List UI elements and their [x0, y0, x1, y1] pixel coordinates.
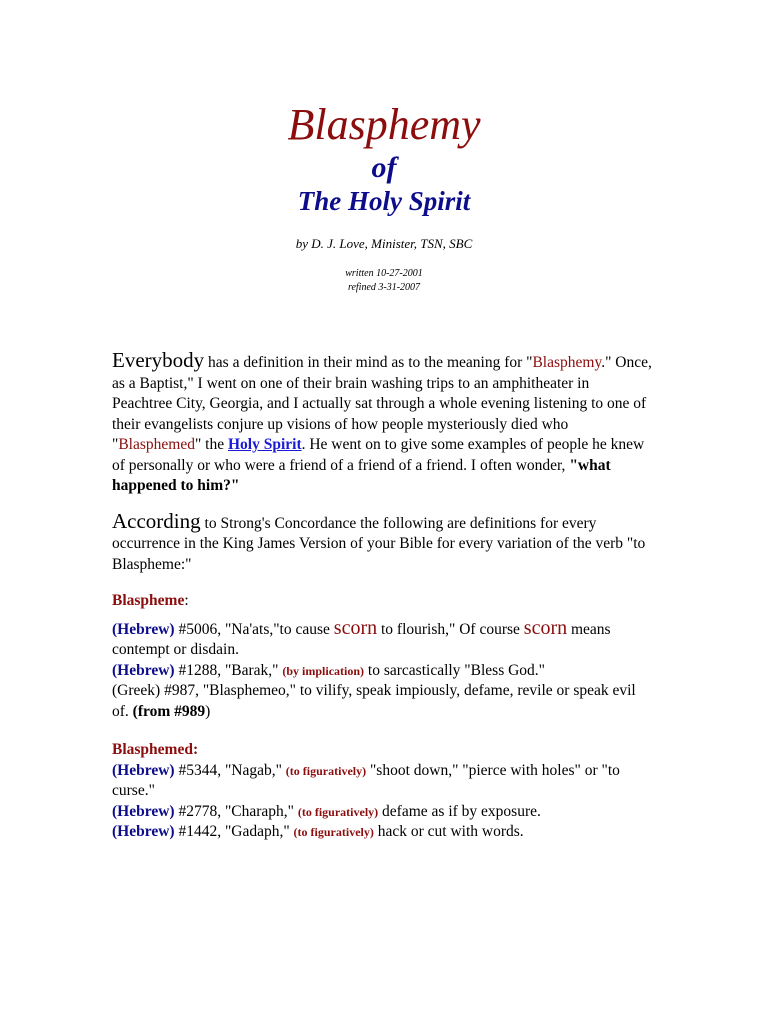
page-title: Blasphemy — [287, 100, 481, 149]
text-span: ." Once, as a Baptist," I went on one of their brain washing trips to an amphitheater in Peachtree City, Georgia, and I actually sat through a whole evening listening to one of their evangelists conjure up visions of how people mysteriously died who " — [112, 354, 652, 453]
holy-spirit-link[interactable]: Holy Spirit — [227, 436, 302, 453]
text-span: #1442, "Gadaph," — [174, 823, 294, 840]
text-span: #2778, "Charaph," — [174, 802, 298, 820]
text-span: ) — [205, 702, 211, 720]
definition-entry — [112, 618, 652, 661]
date-info — [0, 267, 768, 295]
term-blasphemed: Blasphemed — [118, 436, 195, 453]
language-tag: (Hebrew) — [112, 661, 175, 679]
section-heading-blaspheme — [112, 591, 652, 612]
definition-entry — [112, 822, 652, 843]
refined-date: refined 3-31-2007 — [347, 282, 421, 293]
language-tag: (Hebrew) — [112, 761, 175, 779]
text-span: to sarcastically "Bless God." — [364, 661, 545, 679]
term-blasphemy: Blasphemy — [532, 354, 602, 371]
text-span: means contempt or disdain. — [112, 620, 611, 658]
title-connector: of — [371, 151, 397, 184]
text-span: to flourish," Of course — [377, 620, 524, 638]
definition-entry — [112, 802, 652, 823]
quote-text: "what happened to him?" — [112, 456, 611, 494]
source-number: 989 — [181, 702, 206, 720]
heading-colon: : — [184, 592, 189, 609]
text-span: . He went on to give some examples of people he knew of personally or who were a friend of a friend of a friend. I often wonder, — [112, 436, 645, 474]
text-span: " the — [194, 436, 228, 453]
definition-entry — [112, 661, 652, 682]
term-scorn: scorn — [333, 616, 378, 639]
paragraph-everybody — [112, 350, 652, 497]
text-span: has a definition in their mind as to the meaning for " — [204, 354, 533, 371]
term-scorn: scorn — [523, 616, 568, 639]
language-tag: (Hebrew) — [112, 802, 175, 820]
author-byline: by D. J. Love, Minister, TSN, SBC — [295, 236, 473, 251]
usage-note: (to figuratively) — [297, 804, 379, 819]
page-subtitle: The Holy Spirit — [297, 186, 471, 216]
text-span: #1288, "Barak," — [174, 661, 283, 679]
heading-colon: : — [192, 741, 199, 758]
usage-note: (by implication) — [282, 663, 365, 678]
text-span: hack or cut with words. — [373, 823, 524, 840]
section-heading-blasphemed — [112, 740, 652, 761]
text-span: to Strong's Concordance the following are definitions for every occurrence in the King James Version of your Bible for every variation of the verb "to Blaspheme:" — [112, 514, 646, 573]
heading-text: Blaspheme — [112, 592, 185, 609]
lead-word: Everybody — [112, 348, 205, 372]
source-ref: (from # — [132, 702, 182, 720]
paragraph-according — [112, 508, 652, 576]
text-span: "shoot down," "pierce with holes" or "to curse." — [112, 761, 620, 799]
text-span: (Greek) #987, "Blasphemeo," to vilify, speak impiously, defame, revile or speak evil of. — [112, 682, 636, 720]
lead-word: According — [112, 508, 201, 533]
language-tag: (Hebrew) — [112, 823, 175, 840]
text-span: #5344, "Nagab," — [174, 761, 286, 779]
text-span: defame as if by exposure. — [378, 802, 541, 820]
usage-note: (to figuratively) — [285, 763, 367, 778]
definition-entry — [112, 761, 652, 802]
heading-text: Blasphemed — [112, 741, 193, 758]
document-body — [112, 350, 652, 843]
language-tag: (Hebrew) — [112, 620, 175, 638]
written-date: written 10-27-2001 — [345, 268, 423, 279]
text-span: #5006, "Na'ats,"to cause — [174, 620, 334, 638]
definition-entry — [112, 681, 652, 722]
usage-note: (to figuratively) — [293, 825, 374, 839]
